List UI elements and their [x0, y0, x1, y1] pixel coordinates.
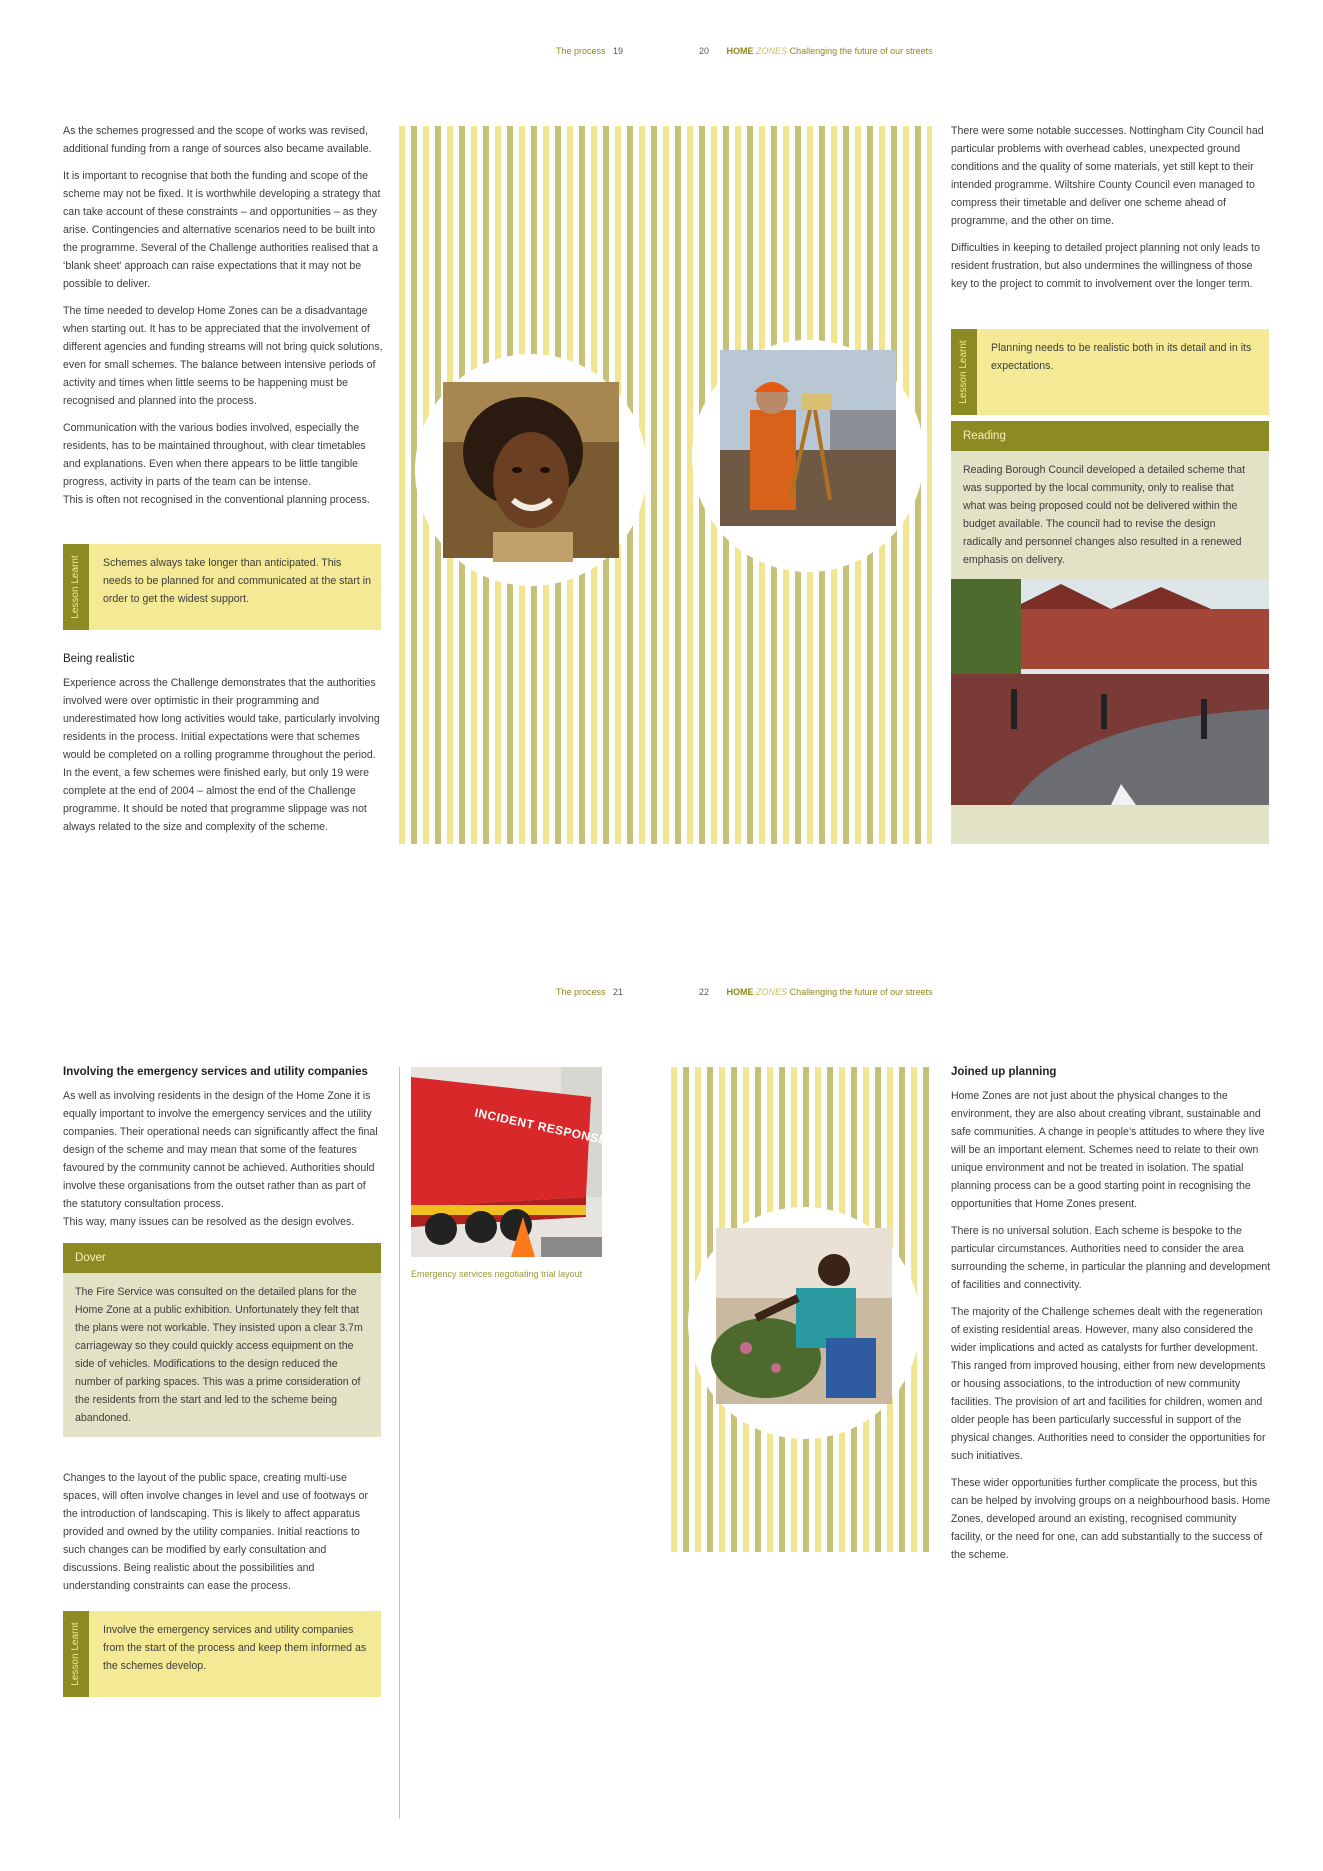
top-right-column — [951, 122, 1271, 302]
paragraph: As well as involving residents in the design of the Home Zone it is equally important to involve the emergency services and the utility companies. Their operational needs can significantly affect the final design of the scheme and may mean that some of the features favoured by the community cannot be achieved. Authorities should involve these organisations from the outset rather than as part of the statutory consultation process. — [63, 1090, 378, 1210]
utility-paragraph — [63, 1469, 383, 1604]
case-study-text: The Fire Service was consulted on the detailed plans for the Home Zone at a public exhibition. Unfortunately they felt that the plans were not workable. They insisted upon a clear 3.7m carriageway so they could quickly access equipment on the side of vehicles. Modifications to the design reduced the number of parking spaces. This was a prime consideration of the residents from the start and led to the scheme being abandoned. — [75, 1286, 363, 1424]
bottom-right-column — [951, 1063, 1271, 1573]
section-heading: Joined up planning — [951, 1066, 1057, 1078]
lesson-learnt-tab: Lesson Learnt — [63, 544, 89, 630]
paragraph: The time needed to develop Home Zones can be a disadvantage when starting out. It has to be appreciated that the involvement of different agencies and funding streams will not bring quick solutions, even for small schemes. The balance between intensive periods of activity and times when little seems to be happening must be recognised and planned into the process. — [63, 305, 383, 407]
photo-caption: Emergency services negotiating trial layout — [411, 1269, 583, 1279]
lesson-learnt-box — [63, 544, 381, 630]
lesson-learnt-tab: Lesson Learnt — [63, 1611, 89, 1697]
truck-label: INCIDENT RESPONSE UNIT — [473, 1105, 642, 1155]
lesson-learnt-box — [951, 329, 1269, 415]
paragraph: This way, many issues can be resolved as the design evolves. — [63, 1216, 355, 1228]
fire-truck-photo — [411, 1067, 642, 1257]
column-divider — [399, 1067, 400, 1819]
case-study-title: Reading — [951, 421, 1269, 451]
paragraph: This is often not recognised in the conventional planning process. — [63, 494, 370, 506]
lesson-text: Planning needs to be realistic both in its detail and in its expectations. — [991, 342, 1252, 372]
lesson-text: Involve the emergency services and utility companies from the start of the process and keep them informed as the schemes develop. — [103, 1624, 367, 1672]
top-left-column — [63, 122, 383, 518]
case-study-title: Dover — [63, 1243, 381, 1273]
lesson-text: Schemes always take longer than anticipated. This needs to be planned for and communicated at the start in order to get the widest support. — [103, 557, 371, 605]
paragraph: Experience across the Challenge demonstrates that the authorities involved were over optimistic in their programming and underestimated how long activities would take, particularly involving residents in the process. Initial expectations were that schemes would be completed on a rolling programme throughout the period. In the event, a few schemes were finished early, but only 19 were complete at the end of 2004 – almost the end of the Challenge programme. It should be noted that programme slippage was not always related to the size and complexity of the scheme. — [63, 677, 380, 833]
surveyor-photo — [720, 350, 896, 526]
page-header-right: 22 HOME ZONES Challenging the future of our streets — [699, 987, 933, 997]
paragraph: Difficulties in keeping to detailed project planning not only leads to resident frustration, but also undermines the willingness of those key to the project to commit to involvement over the longer term. — [951, 242, 1260, 290]
paragraph: There were some notable successes. Nottingham City Council had particular problems with overhead cables, unexpected ground conditions and the quality of some materials, yet still kept to their intended programme. Wiltshire County Council even managed to compress their timetable and deliver one scheme ahead of programme, and the other on time. — [951, 125, 1264, 227]
page-header-right: 20 HOME ZONES Challenging the future of our streets — [699, 46, 933, 56]
section-heading: Involving the emergency services and utility companies — [63, 1066, 368, 1078]
lesson-learnt-tab: Lesson Learnt — [951, 329, 977, 415]
paragraph: Home Zones are not just about the physical changes to the environment, they are also about creating vibrant, sustainable and safe communities. A change in people’s attitudes to where they live will be an important element. Schemes need to relate to their own unique environment and not be treated in isolation. The spatial planning process can be a good starting point in recognising the opportunities that Home Zones present. — [951, 1090, 1265, 1210]
paragraph: The majority of the Challenge schemes dealt with the regeneration of existing residential areas. However, many also considered the wider implications and acted as catalysts for further development. This ranged from improved housing, either from new developments or housing associations, to the introduction of new community facilities. The provision of art and facilities for children, women and older people has been particularly successful in support of the physical changes. Authorities need to consider the opportunities for such initiatives. — [951, 1306, 1266, 1462]
bottom-left-column — [63, 1063, 383, 1240]
paragraph: Changes to the layout of the public space, creating multi-use spaces, will often involve changes in level and use of footways or the introduction of landscaping. This is likely to affect apparatus provided and owned by the utility companies. Initial reactions to such changes can be modified by early consultation and discussions. Being realistic about the possibilities and understanding constraints can ease the process. — [63, 1472, 369, 1592]
page-header-left: The process 21 — [556, 987, 624, 997]
case-study-box — [63, 1243, 381, 1437]
paragraph: These wider opportunities further complicate the process, but this can be helped by involving groups on a neighbourhood basis. Home Zones, developed around an existing, recognised community facility, or the need for one, can add substantially to the success of the scheme. — [951, 1477, 1271, 1561]
paragraph: Communication with the various bodies involved, especially the residents, has to be maintained throughout, with clear timetables and explanations. Even when there appears to be little tangible progress, activity in parts of the team can be intense. — [63, 422, 366, 488]
street-photo — [951, 579, 1269, 805]
woman-portrait-photo — [443, 382, 619, 558]
lesson-learnt-box — [63, 1611, 381, 1697]
gardener-photo — [716, 1228, 892, 1404]
being-realistic-section — [63, 650, 383, 845]
page-header-left: The process 19 — [556, 46, 624, 56]
section-heading: Being realistic — [63, 653, 135, 665]
case-study-text: Reading Borough Council developed a detailed scheme that was supported by the local community, only to realise that what was being proposed could not be delivered within the budget available. The council had to revise the design radically and personnel changes also resulted in a renewed emphasis on delivery. — [963, 464, 1246, 566]
paragraph: It is important to recognise that both the funding and scope of the scheme may not be fixed. It is worthwhile developing a strategy that can take account of these constraints – and opportunities – as they arise. Contingencies and alternative scenarios need to be built into the programme. Several of the Challenge authorities realised that a ‘blank sheet’ approach can raise expectations that it may not be possible to deliver. — [63, 170, 381, 290]
paragraph: There is no universal solution. Each scheme is bespoke to the particular circumstances. Authorities need to consider the area surrounding the scheme, in particular the planning and development of facilities and connectivity. — [951, 1225, 1271, 1291]
paragraph: As the schemes progressed and the scope of works was revised, additional funding from a range of sources also became available. — [63, 125, 372, 155]
